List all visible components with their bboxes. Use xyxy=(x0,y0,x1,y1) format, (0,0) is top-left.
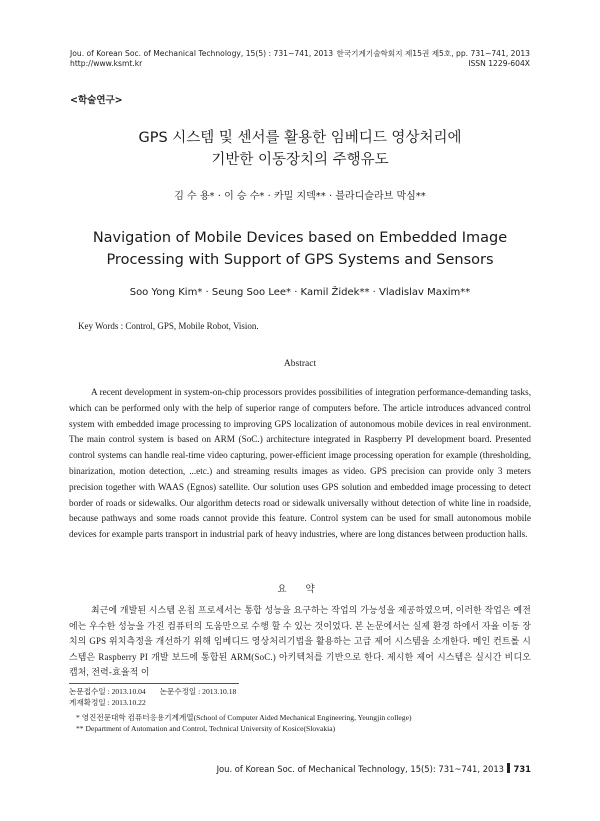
korean-abstract-heading: 요 약 xyxy=(277,584,323,595)
page-footer xyxy=(217,763,531,774)
footer-journal: Jou. of Korean Soc. of Mechanical Technology, 15(5): 731~741, 2013 xyxy=(216,764,505,774)
journal-citation: Jou. of Korean Soc. of Mechanical Technology, 15(5) : 731~741, 2013 xyxy=(70,49,334,58)
affiliation-footnotes xyxy=(76,712,411,735)
authors-english: Soo Yong Kim* · Seung Soo Lee* · Kamil Židek** · Vladislav Maxim** xyxy=(129,287,471,298)
title-english xyxy=(0,227,600,271)
abstract-heading: Abstract xyxy=(283,359,317,369)
title-korean-line2: 기반한 이동장치의 주행유도 xyxy=(211,152,389,168)
title-english-line1: Navigation of Mobile Devices based on Embedded Image xyxy=(92,230,508,246)
issn: ISSN 1229-604X xyxy=(468,59,530,68)
keywords: Key Words : Control, GPS, Mobile Robot, Vision. xyxy=(78,321,259,331)
footer-separator xyxy=(507,763,510,773)
section-label: <학술연구> xyxy=(70,95,123,106)
accepted-date: 게재확정일 : 2013.10.22 xyxy=(69,698,146,708)
journal-citation-ko: 한국기계기술학회지 제15권 제5호, pp. 731~741, 2013 xyxy=(336,49,530,58)
received-date: 논문접수일 : 2013.10.04 xyxy=(69,687,146,696)
footnote-1: * 영진전문대학 컴퓨터응용기계계열(School of Computer Aided Mechanical Engineering, Yeungjin college) xyxy=(76,713,412,722)
header-left xyxy=(70,49,333,69)
authors-korean: 김 수 용* · 이 승 수* · 카밀 지덱** · 블라디슬라브 막심** xyxy=(174,191,426,202)
abstract-body: A recent development in system-on-chip processors provides possibilities of integration performance-demanding tasks, which can be performed only with the help of superior range of computers before. The article introduces advanced control system with embedded image processing to improving GPS localization of autonomous mobile devices in real environment. The main control system is based on ARM (SoC.) architecture integrated in Raspberry PI development board. Presented control systems can handle real-time video capturing, power-efficient image processing operation for example (thresholding, binarization, motion detection, ...etc.) and streaming results images as video. GPS precision can provide only 3 meters precision together with WAAS (Egnos) satellite. Our solution uses GPS solution and embedded image processing to detect border of roads or sidewalks. Our algorithm detects road or sidewalk universally without detection of white line in roadside, because pathways and some roads cannot provide this feature. Control system can be used for small autonomous mobile devices for example parts transport in industrial park of heavy industries, where are long distances between production halls. xyxy=(69,387,531,540)
dates-row1 xyxy=(69,686,236,697)
revised-date: 논문수정일 : 2013.10.18 xyxy=(159,687,237,696)
page-number: 731 xyxy=(513,764,531,774)
footnote-divider xyxy=(69,683,239,684)
journal-url[interactable]: http://www.ksmt.kr xyxy=(70,59,143,68)
title-korean xyxy=(0,127,600,171)
paper-dates xyxy=(69,686,236,709)
header-right xyxy=(337,49,530,69)
korean-abstract-body: 최근에 개발된 시스템 온칩 프로세서는 통합 성능을 요구하는 작업의 가능성을 제공하였으며, 이러한 작업은 예전에는 우수한 성능을 가진 컴퓨터의 도움만으로 수행 할 수 있는 것이었다. 본 논문에서는 실제 환경 하에서 자율 이동 장치의 GPS 위치측정을 개선하기 위해 임베디드 영상처리기법을 활용하는 고급 제어 시스템을 소개한다. 메인 컨트롤 시스템은 Raspberry PI 개발 보드에 통합된 ARM(SoC.) 아키텍처를 기반으로 한다. 제시한 제어 시스템은 실시간 비디오 캡처, 전력-효율적 이 xyxy=(69,605,531,678)
title-korean-line1: GPS 시스템 및 센서를 활용한 임베디드 영상처리에 xyxy=(138,130,462,146)
title-english-line2: Processing with Support of GPS Systems and Sensors xyxy=(106,252,494,268)
footnote-2: ** Department of Automation and Control, Technical University of Kosice(Slovakia) xyxy=(76,724,336,734)
